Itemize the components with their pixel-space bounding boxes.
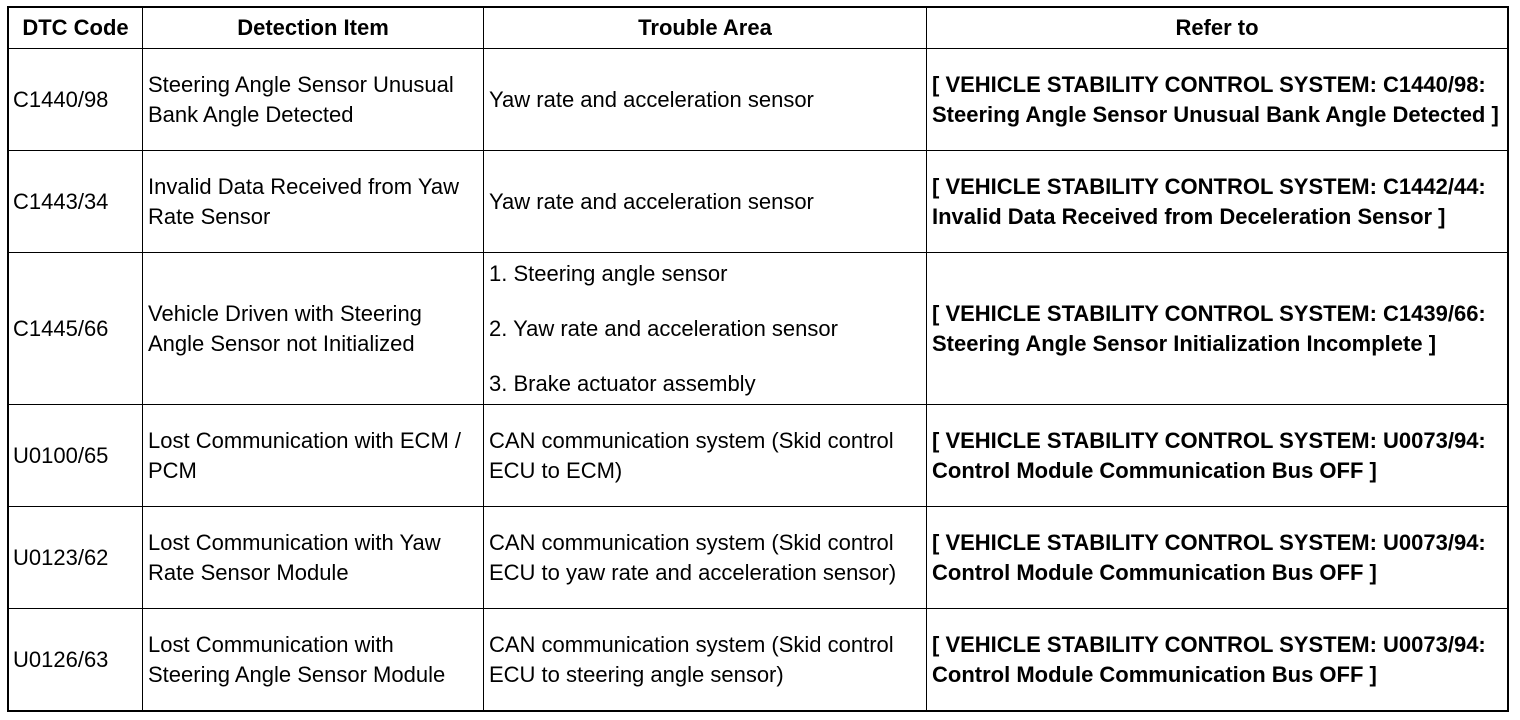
header-trouble-area: Trouble Area (484, 7, 927, 49)
dtc-table-container (7, 6, 1509, 712)
detection-item-cell: Lost Communication with ECM / PCM (143, 405, 484, 507)
dtc-code-cell: C1440/98 (8, 49, 143, 151)
trouble-area-list-item: 2. Yaw rate and acceleration sensor (489, 315, 838, 341)
dtc-code-cell: U0100/65 (8, 405, 143, 507)
trouble-area-list-item: 3. Brake actuator assembly (489, 370, 756, 396)
detection-item-cell: Steering Angle Sensor Unusual Bank Angle Detected (143, 49, 484, 151)
refer-to-link[interactable]: [ VEHICLE STABILITY CONTROL SYSTEM: C1439/66: Steering Angle Sensor Initialization Incomplete ] (927, 253, 1509, 405)
refer-to-link[interactable]: [ VEHICLE STABILITY CONTROL SYSTEM: U0073/94: Control Module Communication Bus OFF ] (927, 507, 1509, 609)
dtc-code-cell: C1443/34 (8, 151, 143, 253)
table-header-row (8, 7, 1508, 49)
refer-to-link[interactable]: [ VEHICLE STABILITY CONTROL SYSTEM: C1440/98: Steering Angle Sensor Unusual Bank Angle Detected ] (927, 49, 1509, 151)
table-row (8, 253, 1508, 405)
header-refer-to: Refer to (927, 7, 1509, 49)
table-row (8, 405, 1508, 507)
detection-item-cell: Lost Communication with Yaw Rate Sensor Module (143, 507, 484, 609)
trouble-area-cell (484, 253, 927, 405)
header-detection-item: Detection Item (143, 7, 484, 49)
refer-to-link[interactable]: [ VEHICLE STABILITY CONTROL SYSTEM: C1442/44: Invalid Data Received from Deceleration Sensor ] (927, 151, 1509, 253)
dtc-table (7, 6, 1509, 712)
table-row (8, 151, 1508, 253)
trouble-area-cell: CAN communication system (Skid control ECU to ECM) (484, 405, 927, 507)
detection-item-cell: Vehicle Driven with Steering Angle Sensor not Initialized (143, 253, 484, 405)
dtc-code-cell: U0126/63 (8, 609, 143, 712)
trouble-area-list-item: 1. Steering angle sensor (489, 260, 728, 286)
trouble-area-cell: CAN communication system (Skid control ECU to steering angle sensor) (484, 609, 927, 712)
dtc-code-cell: U0123/62 (8, 507, 143, 609)
trouble-area-cell: Yaw rate and acceleration sensor (484, 151, 927, 253)
table-row (8, 609, 1508, 712)
header-dtc-code: DTC Code (8, 7, 143, 49)
detection-item-cell: Lost Communication with Steering Angle Sensor Module (143, 609, 484, 712)
refer-to-link[interactable]: [ VEHICLE STABILITY CONTROL SYSTEM: U0073/94: Control Module Communication Bus OFF ] (927, 609, 1509, 712)
table-row (8, 49, 1508, 151)
trouble-area-cell: Yaw rate and acceleration sensor (484, 49, 927, 151)
table-row (8, 507, 1508, 609)
dtc-code-cell: C1445/66 (8, 253, 143, 405)
refer-to-link[interactable]: [ VEHICLE STABILITY CONTROL SYSTEM: U0073/94: Control Module Communication Bus OFF ] (927, 405, 1509, 507)
detection-item-cell: Invalid Data Received from Yaw Rate Sensor (143, 151, 484, 253)
trouble-area-cell: CAN communication system (Skid control ECU to yaw rate and acceleration sensor) (484, 507, 927, 609)
